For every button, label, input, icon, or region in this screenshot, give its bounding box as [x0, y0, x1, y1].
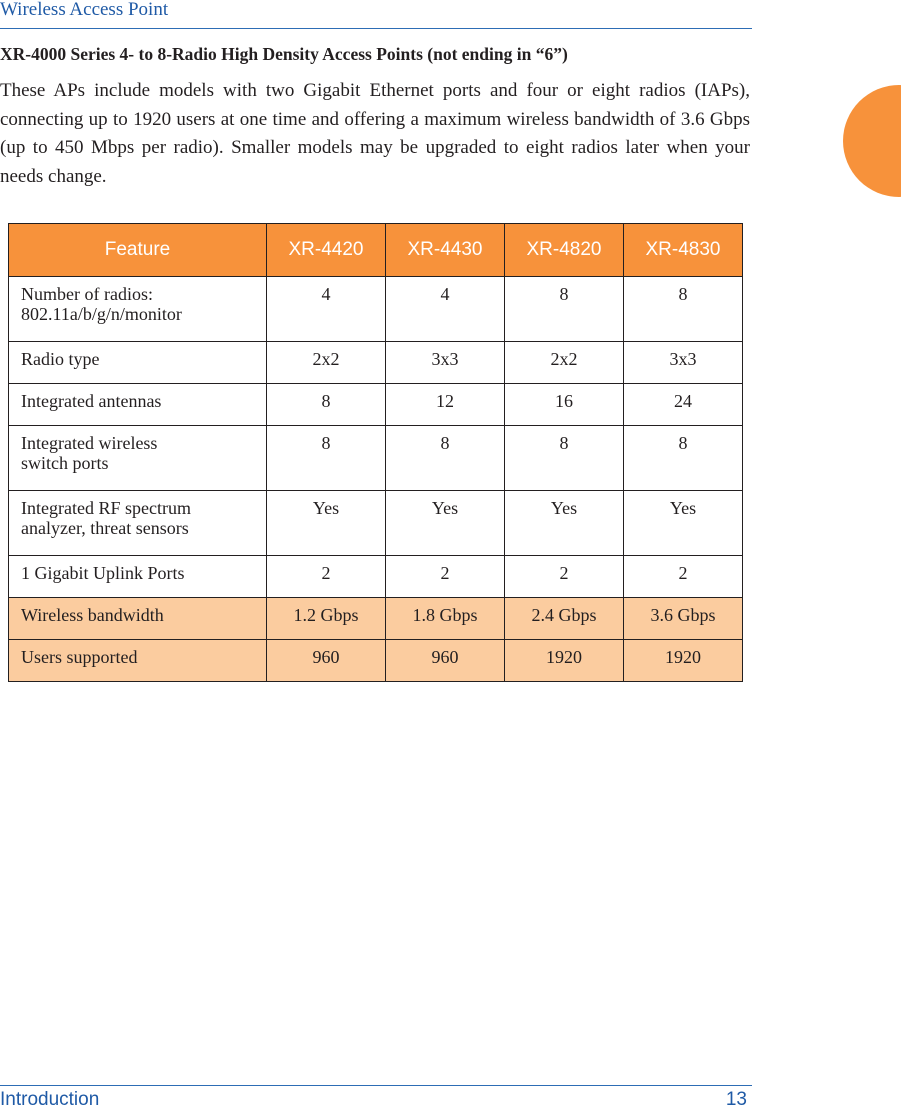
value-cell: 1920 [624, 640, 743, 682]
header-xr-4420: XR-4420 [267, 224, 386, 277]
feature-cell [9, 491, 267, 556]
table-row-users-supported [9, 640, 743, 682]
header-rule [0, 28, 752, 29]
value-cell: 2 [505, 556, 624, 598]
value-cell: 2x2 [505, 342, 624, 384]
table-row-number-of-radios [9, 277, 743, 342]
value-cell: 8 [624, 277, 743, 342]
value-cell: 1.8 Gbps [386, 598, 505, 640]
feature-label-line: Integrated RF spectrum [21, 498, 191, 518]
feature-cell [9, 277, 267, 342]
value-cell: 12 [386, 384, 505, 426]
feature-label-line: Integrated wireless [21, 433, 158, 453]
feature-cell [9, 426, 267, 491]
header-xr-4830: XR-4830 [624, 224, 743, 277]
section-title: XR-4000 Series 4- to 8-Radio High Density Access Points (not ending in “6”) [0, 44, 568, 64]
value-cell: 960 [386, 640, 505, 682]
feature-cell: Radio type [9, 342, 267, 384]
feature-label-line: Number of radios: [21, 284, 153, 304]
value-cell: 2 [624, 556, 743, 598]
intro-paragraph: These APs include models with two Gigabit Ethernet ports and four or eight radios (IAPs), connecting up to 1920 users at one time and offering a maximum wireless bandwidth of 3.6 Gbps (up to 450 Mbps per radio). Smaller models may be upgraded to eight radios later when your needs change. [0, 80, 750, 187]
feature-cell: Users supported [9, 640, 267, 682]
feature-label-line: analyzer, threat sensors [21, 518, 189, 538]
table-row-wireless-bandwidth [9, 598, 743, 640]
value-cell: 4 [386, 277, 505, 342]
value-cell: 16 [505, 384, 624, 426]
footer-section-name: Introduction [0, 1089, 100, 1110]
value-cell: 3x3 [386, 342, 505, 384]
feature-cell: Wireless bandwidth [9, 598, 267, 640]
header-feature: Feature [9, 224, 267, 277]
feature-comparison-table [8, 223, 743, 682]
header-xr-4430: XR-4430 [386, 224, 505, 277]
value-cell: Yes [386, 491, 505, 556]
value-cell: 4 [267, 277, 386, 342]
value-cell: 8 [267, 384, 386, 426]
value-cell: 2.4 Gbps [505, 598, 624, 640]
value-cell: Yes [505, 491, 624, 556]
value-cell: 1920 [505, 640, 624, 682]
running-head-title: Wireless Access Point [0, 0, 169, 20]
table-row-radio-type [9, 342, 743, 384]
value-cell: 8 [505, 426, 624, 491]
value-cell: 3.6 Gbps [624, 598, 743, 640]
feature-cell: 1 Gigabit Uplink Ports [9, 556, 267, 598]
value-cell: Yes [267, 491, 386, 556]
chapter-tab-marker [843, 85, 901, 197]
footer-page-number: 13 [725, 1089, 747, 1110]
value-cell: 3x3 [624, 342, 743, 384]
value-cell: 24 [624, 384, 743, 426]
table-row-uplink-ports [9, 556, 743, 598]
feature-label-line: switch ports [21, 453, 109, 473]
footer-rule [0, 1085, 752, 1086]
table-row-rf-spectrum-analyzer [9, 491, 743, 556]
header-xr-4820: XR-4820 [505, 224, 624, 277]
value-cell: 8 [267, 426, 386, 491]
table-row-integrated-antennas [9, 384, 743, 426]
value-cell: 2x2 [267, 342, 386, 384]
value-cell: 8 [386, 426, 505, 491]
feature-label-line: 802.11a/b/g/n/monitor [21, 304, 182, 324]
value-cell: 2 [267, 556, 386, 598]
table-row-wireless-switch-ports [9, 426, 743, 491]
value-cell: 2 [386, 556, 505, 598]
value-cell: 1.2 Gbps [267, 598, 386, 640]
table-header-row [9, 224, 743, 277]
feature-cell: Integrated antennas [9, 384, 267, 426]
value-cell: 960 [267, 640, 386, 682]
value-cell: Yes [624, 491, 743, 556]
value-cell: 8 [624, 426, 743, 491]
value-cell: 8 [505, 277, 624, 342]
